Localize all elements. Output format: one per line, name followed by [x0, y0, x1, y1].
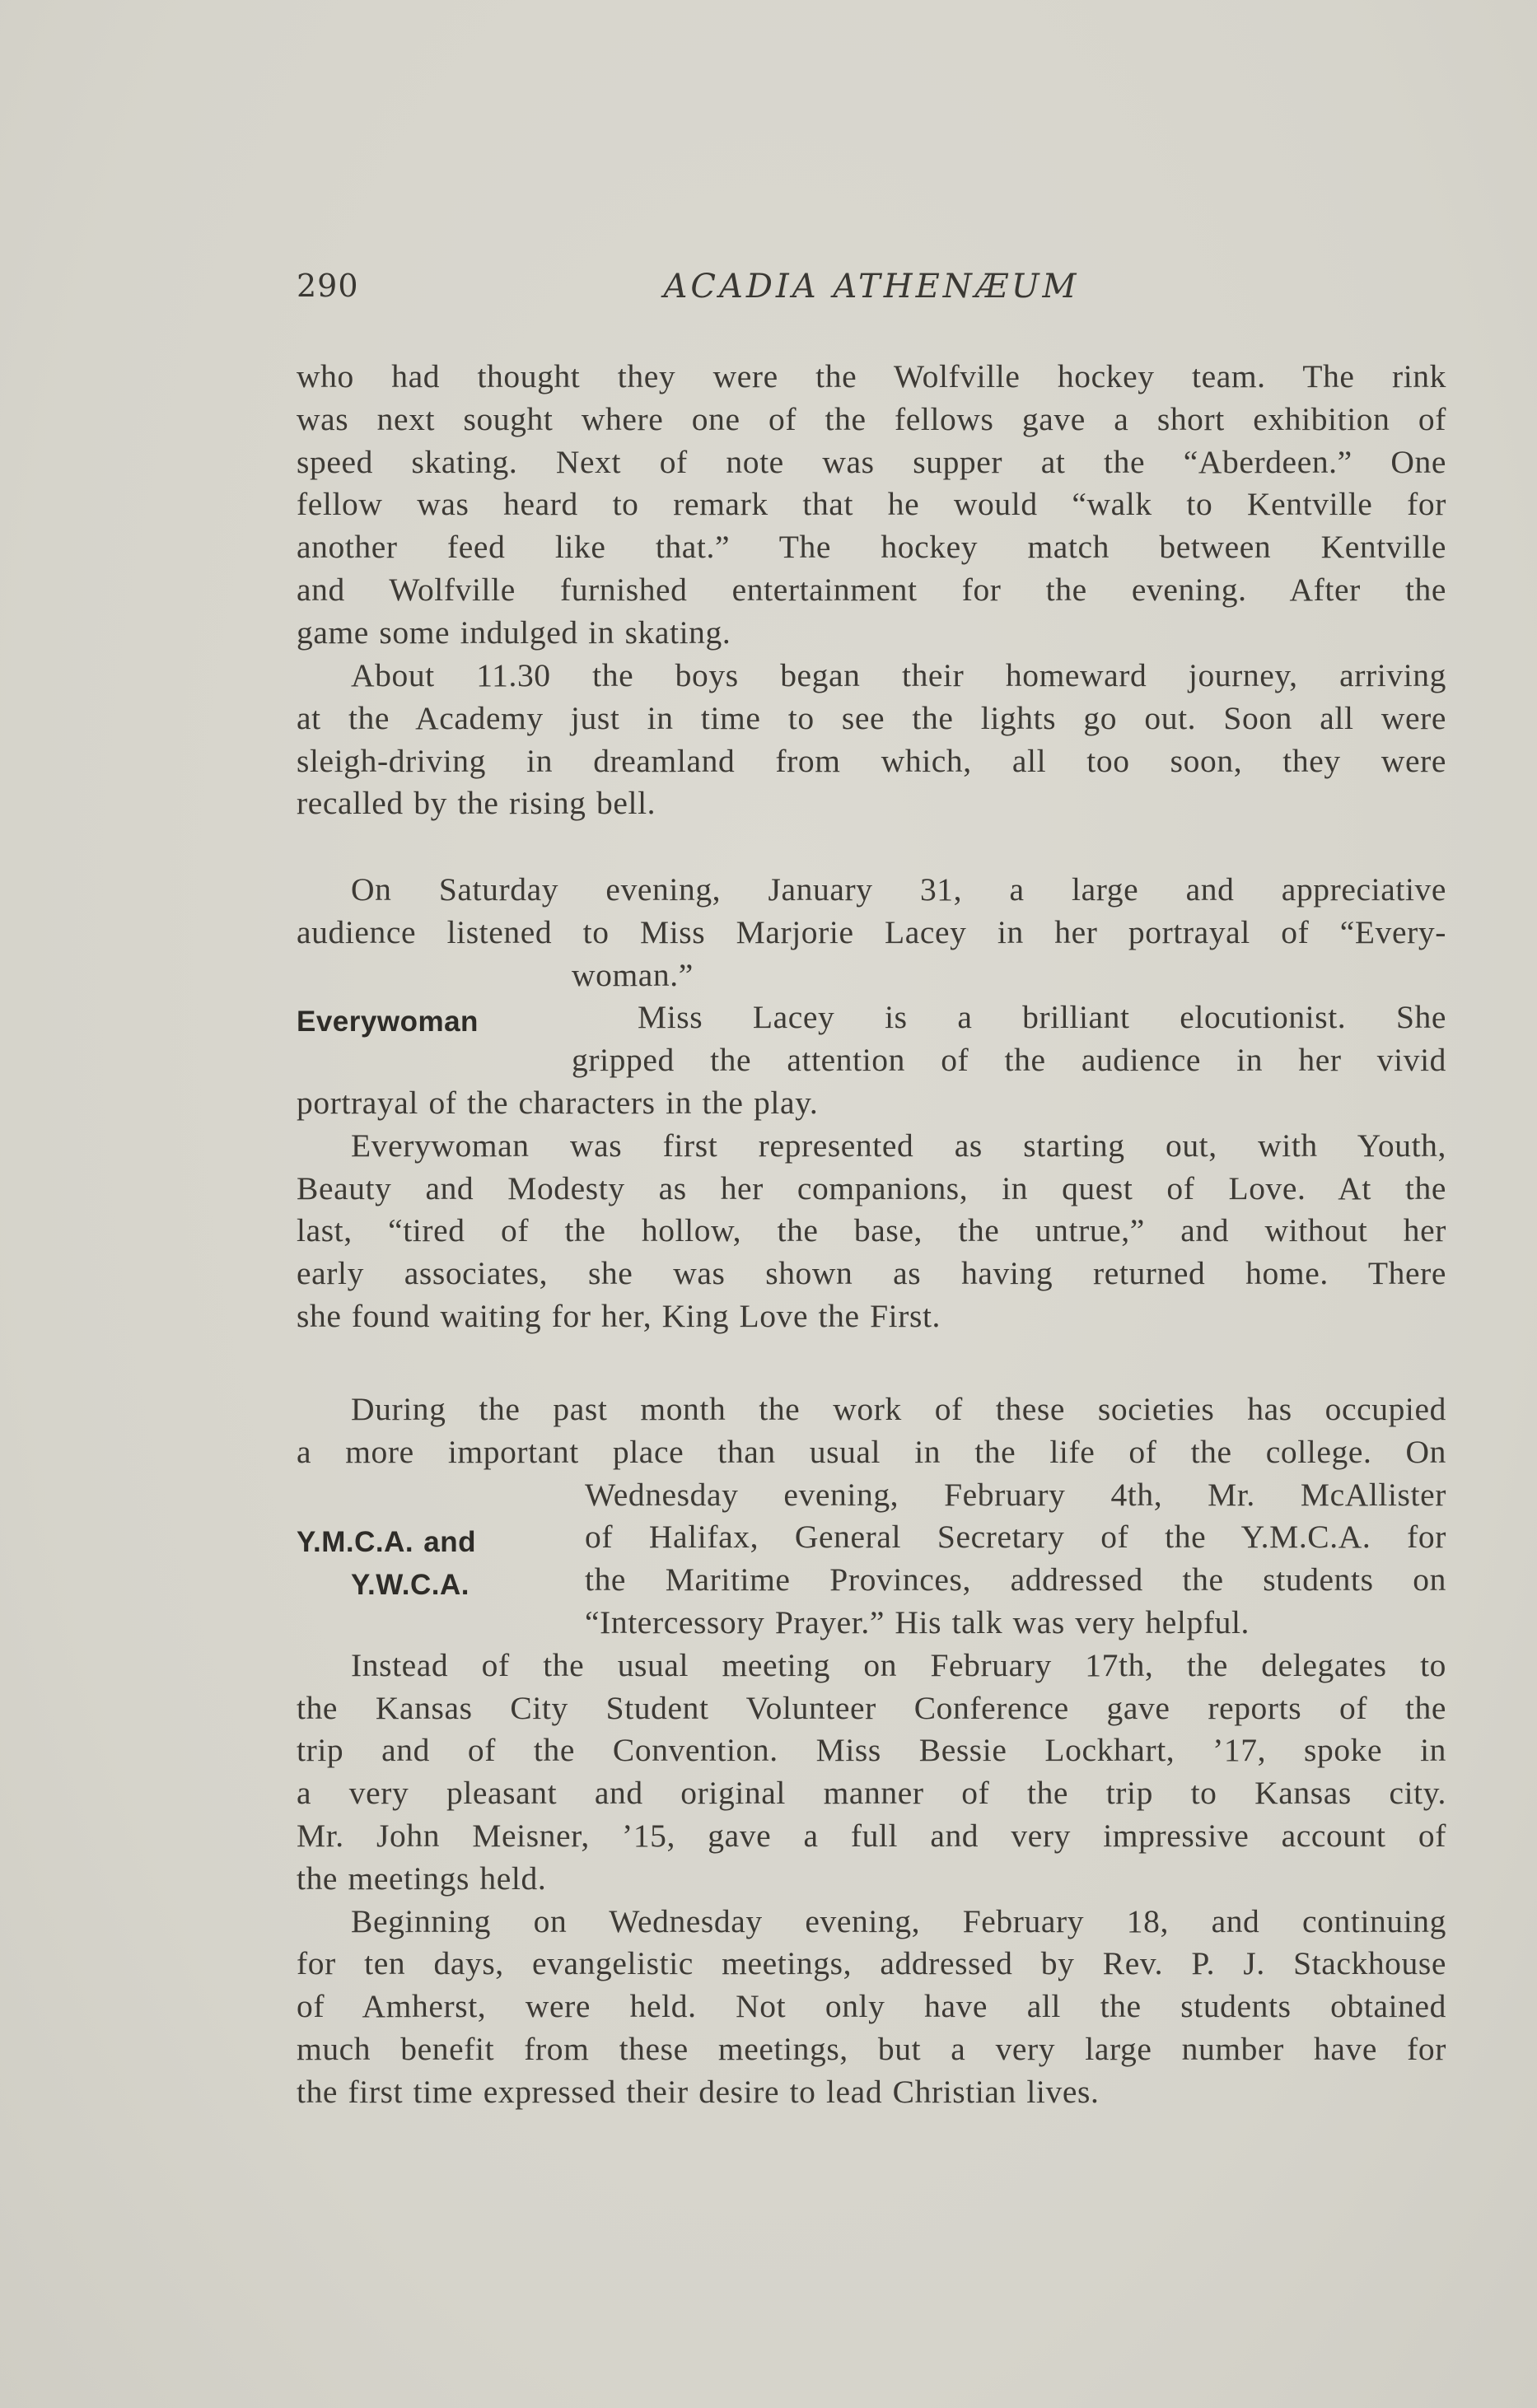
text-line: of Halifax, General Secretary of the Y.M.C.A. for [585, 1519, 1446, 1556]
text-line: gripped the attention of the audience in her vivid [572, 1042, 1446, 1079]
text-line: About 11.30 the boys began their homeward journey, arriving [351, 657, 1446, 693]
text-line: woman.” [572, 956, 694, 993]
text-line: much benefit from these meetings, but a very large number have for [297, 2030, 1446, 2067]
sidehead-ywca: Y.W.C.A. [351, 1569, 470, 1601]
text-line: game some indulged in skating. [297, 614, 731, 651]
text-line: audience listened to Miss Marjorie Lacey in her portrayal of “Every- [297, 913, 1446, 950]
section-ymca-ywca [297, 1388, 1446, 2113]
everywoman-bottom-text [297, 1082, 1446, 1338]
page-number: 290 [297, 268, 359, 304]
text-line: Beauty and Modesty as her companions, in quest of Love. At the [297, 1169, 1446, 1206]
text-line: During the past month the work of these societies has occupied [351, 1391, 1446, 1427]
text-line: speed skating. Next of note was supper at the “Aberdeen.” One [297, 443, 1446, 480]
sidehead-ymca: Y.M.C.A. and [297, 1526, 477, 1558]
text-line: the first time expressed their desire to lead Christian lives. [297, 2073, 1100, 2110]
text-line: fellow was heard to remark that he would “walk to Kentville for [297, 486, 1446, 523]
text-line: early associates, she was shown as having returned home. There [297, 1255, 1446, 1292]
everywoman-wrapped-text [572, 954, 1446, 1082]
text-line: Mr. John Meisner, ’15, gave a full and very impressive account of [297, 1817, 1446, 1854]
text-line: and Wolfville furnished entertainment for the evening. After the [297, 571, 1446, 608]
running-title: ACADIA ATHENÆUM [663, 268, 1080, 306]
ymca-bottom-text [297, 1645, 1446, 2114]
text-line: was next sought where one of the fellows gave a short exhibition of [297, 400, 1446, 437]
paragraph-hockey-continuation [297, 356, 1446, 655]
text-line: last, “tired of the hollow, the base, the untrue,” and without her [297, 1212, 1446, 1249]
text-line: she found waiting for her, King Love the First. [297, 1297, 941, 1334]
text-line: at the Academy just in time to see the lights go out. Soon all were [297, 699, 1446, 736]
text-line: sleigh-driving in dreamland from which, all too soon, they were [297, 742, 1446, 779]
sidehead-everywoman: Everywoman [297, 1006, 479, 1038]
text-line: recalled by the rising bell. [297, 785, 656, 822]
text-line: the Maritime Provinces, addressed the students on [585, 1561, 1446, 1598]
text-line: Beginning on Wednesday evening, February 18, and continuing [351, 1902, 1446, 1939]
text-line: the meetings held. [297, 1860, 547, 1897]
text-line: Everywoman was first represented as starting out, with Youth, [351, 1127, 1446, 1164]
text-line: the Kansas City Student Volunteer Conference gave reports of the [297, 1689, 1446, 1726]
text-line: a very pleasant and original manner of the trip to Kansas city. [297, 1775, 1446, 1812]
text-line: a more important place than usual in the life of the college. On [297, 1433, 1446, 1470]
paragraph-homeward-journey [297, 655, 1446, 825]
text-line: who had thought they were the Wolfville hockey team. The rink [297, 358, 1446, 394]
text-line: Instead of the usual meeting on February 17th, the delegates to [351, 1646, 1446, 1683]
page-header [297, 268, 1446, 317]
text-line: trip and of the Convention. Miss Bessie Lockhart, ’17, spoke in [297, 1732, 1446, 1769]
text-line: for ten days, evangelistic meetings, addressed by Rev. P. J. Stackhouse [297, 1945, 1446, 1982]
text-line: portrayal of the characters in the play. [297, 1085, 819, 1121]
text-line: “Intercessory Prayer.” His talk was very helpful. [585, 1603, 1250, 1640]
text-line: On Saturday evening, January 31, a large and appreciative [351, 871, 1446, 908]
section-everywoman [297, 869, 1446, 1334]
text-line: Wednesday evening, February 4th, Mr. McAllister [585, 1476, 1446, 1513]
ymca-wrapped-text [585, 1474, 1446, 1645]
text-line: another feed like that.” The hockey match between Kentville [297, 529, 1446, 566]
text-line: Miss Lacey is a brilliant elocutionist. She [638, 999, 1446, 1036]
text-line: of Amherst, were held. Not only have all the students obtained [297, 1988, 1446, 2025]
